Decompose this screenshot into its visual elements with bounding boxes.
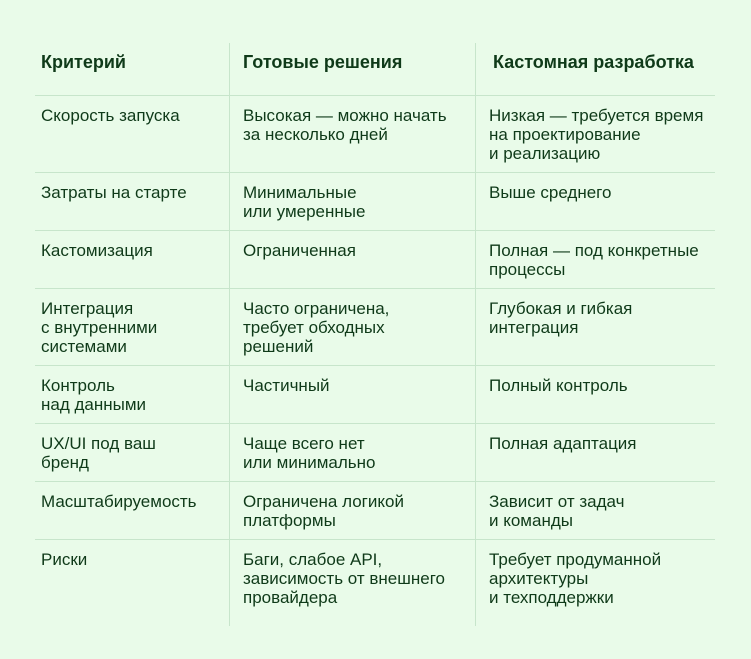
- criterion-cell: Скорость запуска: [41, 106, 180, 125]
- table-row: [35, 96, 715, 173]
- ready-cell: Ограничена логикой платформы: [229, 482, 475, 539]
- ready-cell: Минимальные или умеренные: [229, 173, 475, 230]
- comparison-table: [35, 43, 715, 626]
- custom-cell: Полный контроль: [475, 366, 715, 423]
- criterion-cell: Риски: [41, 550, 88, 569]
- table-row: [35, 173, 715, 231]
- table-row: [35, 540, 715, 626]
- ready-cell: Часто ограничена, требует обходных решений: [229, 289, 475, 365]
- ready-cell: Частичный: [229, 366, 475, 423]
- table-row: [35, 482, 715, 540]
- custom-cell: Полная адаптация: [475, 424, 715, 481]
- custom-cell: Полная — под конкретные процессы: [475, 231, 715, 288]
- header-ready-solutions: Готовые решения: [229, 43, 475, 95]
- criterion-cell: UX/UI под ваш бренд: [41, 434, 156, 472]
- table-row: [35, 231, 715, 289]
- criterion-cell: Интеграция с внутренними системами: [41, 299, 158, 356]
- table-row: [35, 289, 715, 366]
- criterion-cell: Контроль над данными: [41, 376, 147, 414]
- criterion-cell: Масштабируемость: [41, 492, 197, 511]
- table-row: [35, 424, 715, 482]
- custom-cell: Требует продуманной архитектуры и техподдержки: [475, 540, 715, 626]
- custom-cell: Зависит от задач и команды: [475, 482, 715, 539]
- header-criterion: Критерий: [41, 52, 126, 72]
- custom-cell: Выше среднего: [475, 173, 715, 230]
- criterion-cell: Затраты на старте: [41, 183, 187, 202]
- ready-cell: Высокая — можно начать за несколько дней: [229, 96, 475, 172]
- ready-cell: Баги, слабое API, зависимость от внешнего провайдера: [229, 540, 475, 626]
- custom-cell: Глубокая и гибкая интеграция: [475, 289, 715, 365]
- criterion-cell: Кастомизация: [41, 241, 153, 260]
- custom-cell: Низкая — требуется время на проектирование и реализацию: [475, 96, 715, 172]
- ready-cell: Ограниченная: [229, 231, 475, 288]
- ready-cell: Чаще всего нет или минимально: [229, 424, 475, 481]
- header-custom-development: Кастомная разработка: [475, 43, 715, 95]
- table-row: [35, 366, 715, 424]
- table-header-row: [35, 43, 715, 96]
